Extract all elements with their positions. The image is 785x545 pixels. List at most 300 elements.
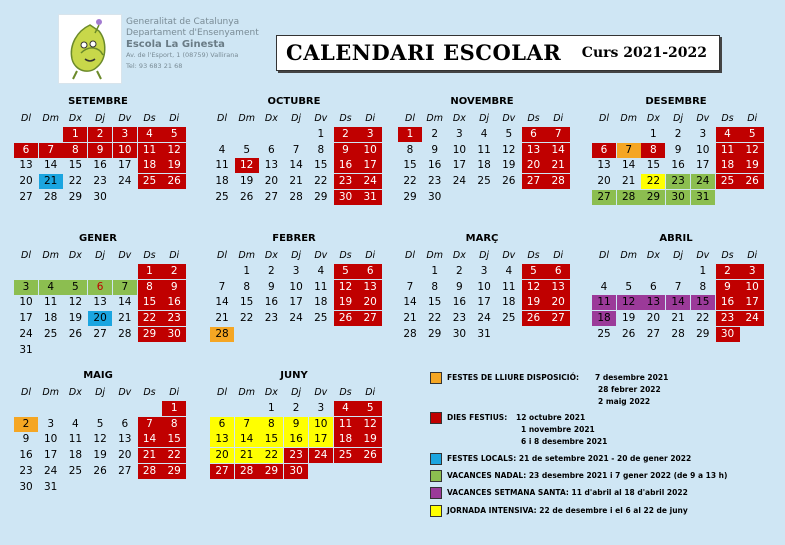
day-cell: 23: [284, 448, 308, 463]
day-cell: 11: [68, 433, 83, 446]
day-cell: 19: [162, 158, 186, 173]
holiday-date-2: 1 novembre 2021: [521, 425, 595, 434]
school-address: Av. de l'Esport, 1 (08759) Vallirana: [126, 51, 239, 59]
day-cell: 26: [240, 190, 254, 203]
day-cell: 12: [358, 417, 382, 432]
course-label: Curs 2021-2022: [581, 45, 707, 61]
day-cell: 22: [403, 175, 417, 188]
weekday-header: Di: [553, 113, 564, 124]
day-cell: 18: [716, 158, 740, 173]
weekday-header: Dj: [95, 250, 106, 261]
day-cell: 9: [268, 280, 275, 293]
day-cell: 15: [68, 159, 83, 172]
day-cell: 21: [138, 448, 162, 463]
day-cell: 12: [235, 158, 259, 173]
day-cell: 25: [68, 464, 83, 477]
month-name: GENER: [79, 233, 117, 244]
day-cell: 14: [546, 143, 570, 158]
day-cell: 20: [19, 175, 33, 188]
day-cell: 5: [334, 264, 358, 279]
weekday-header: Dl: [405, 113, 415, 124]
day-cell: 2: [334, 127, 358, 142]
day-cell: 1: [699, 265, 707, 277]
day-cell: 9: [431, 143, 439, 156]
day-cell: 19: [522, 295, 546, 310]
weekday-header: Di: [169, 113, 180, 124]
day-cell: 6: [592, 143, 616, 158]
day-cell: 1: [138, 264, 162, 279]
day-cell: 31: [691, 190, 715, 205]
day-cell: 6: [121, 417, 129, 430]
day-cell: 29: [314, 190, 328, 203]
day-cell: 21: [118, 312, 132, 325]
weekday-header: Di: [553, 250, 564, 261]
weekday-header: Ds: [339, 387, 352, 398]
day-cell: 16: [264, 296, 279, 309]
day-cell: 1: [162, 401, 186, 416]
day-cell: 19: [93, 449, 107, 462]
day-cell: 4: [334, 401, 358, 416]
day-cell: 13: [93, 296, 107, 309]
day-cell: 17: [696, 159, 710, 172]
weekday-header: Di: [747, 250, 758, 261]
day-cell: 16: [19, 449, 33, 462]
day-cell: 30: [452, 327, 467, 340]
day-cell: 2: [162, 264, 186, 279]
day-cell: 18: [215, 175, 229, 188]
day-cell: 7: [113, 280, 137, 295]
weekday-header: Dl: [599, 250, 609, 261]
day-cell: 16: [452, 296, 467, 309]
day-cell: 24: [691, 174, 715, 189]
day-cell: 27: [546, 311, 570, 326]
weekday-header: Dx: [264, 250, 278, 261]
weekday-header: Ds: [721, 250, 734, 261]
day-cell: 7: [138, 417, 162, 432]
weekday-header: Dm: [426, 113, 443, 124]
month-name: SETEMBRE: [68, 96, 128, 107]
day-cell: 16: [716, 295, 740, 310]
day-cell: 14: [44, 159, 58, 172]
day-cell: 30: [19, 480, 33, 493]
weekday-header: Dl: [217, 387, 227, 398]
day-cell: 11: [334, 417, 358, 432]
free-date-2: 28 febrer 2022: [598, 385, 661, 394]
day-cell: 24: [358, 174, 382, 189]
weekday-header: Ds: [721, 113, 734, 124]
day-cell: 2: [88, 127, 112, 142]
day-cell: 7: [235, 417, 259, 432]
weekday-header: Dm: [42, 250, 59, 261]
day-cell: 26: [334, 311, 358, 326]
day-cell: 11: [138, 143, 162, 158]
school-info: [126, 17, 259, 72]
day-cell: 8: [699, 280, 707, 293]
day-cell: 17: [19, 312, 33, 325]
holiday-swatch: [430, 412, 442, 424]
day-cell: 10: [477, 280, 491, 293]
weekday-header: Di: [365, 387, 376, 398]
day-cell: 27: [210, 464, 234, 479]
day-cell: 27: [19, 190, 33, 203]
day-cell: 17: [358, 158, 382, 173]
holiday-date-1: 12 octubre 2021: [516, 413, 586, 422]
day-cell: 3: [358, 127, 382, 142]
day-cell: 20: [546, 295, 570, 310]
day-cell: 3: [740, 264, 764, 279]
weekday-header: Dj: [95, 387, 106, 398]
day-cell: 3: [47, 417, 55, 430]
day-cell: 3: [699, 128, 707, 140]
day-cell: 2: [674, 128, 682, 140]
day-cell: 15: [240, 296, 254, 309]
day-cell: 5: [243, 143, 251, 156]
page-title: CALENDARI ESCOLAR: [286, 40, 562, 65]
day-cell: 23: [93, 175, 107, 188]
weekday-header: Dm: [238, 250, 255, 261]
day-cell: 10: [44, 433, 58, 446]
day-cell: 14: [403, 296, 417, 309]
free-date-1: 7 desembre 2021: [595, 373, 669, 382]
day-cell: 26: [162, 174, 186, 189]
day-cell: 13: [210, 432, 234, 447]
weekday-header: Dx: [68, 387, 82, 398]
day-cell: 20: [358, 295, 382, 310]
day-cell: 13: [358, 280, 382, 295]
weekday-header: Di: [747, 113, 758, 124]
day-cell: 24: [452, 175, 467, 188]
weekday-header: Dj: [673, 250, 684, 261]
day-cell: 25: [597, 327, 611, 340]
day-cell: 12: [522, 280, 546, 295]
day-cell: 19: [622, 312, 636, 325]
day-cell: 12: [162, 143, 186, 158]
day-cell: 3: [317, 402, 325, 414]
day-cell: 30: [334, 190, 358, 205]
day-cell: 24: [309, 448, 333, 463]
weekday-header: Ds: [143, 387, 156, 398]
day-cell: 19: [740, 158, 764, 173]
day-cell: 24: [19, 327, 33, 340]
day-cell: 2: [431, 128, 439, 140]
day-cell: 21: [215, 312, 229, 325]
day-cell: 15: [138, 295, 162, 310]
setmana-text: VACANCES SETMANA SANTA: 11 d'abril al 18 d'abril 2022: [447, 488, 688, 497]
day-cell: 20: [88, 311, 112, 326]
day-cell: 25: [477, 175, 491, 188]
day-cell: 13: [641, 295, 665, 310]
day-cell: 28: [138, 464, 162, 479]
weekday-header: Ds: [339, 113, 352, 124]
day-cell: 21: [235, 448, 259, 463]
day-cell: 29: [138, 327, 162, 342]
day-cell: 22: [428, 312, 442, 325]
day-cell: 24: [477, 312, 491, 325]
day-cell: 10: [740, 280, 764, 295]
free-label: FESTES DE LLIURE DISPOSICIÓ:: [447, 373, 579, 382]
day-cell: 3: [292, 265, 300, 277]
day-cell: 10: [309, 417, 333, 432]
school-phone: Tel: 93 683 21 68: [126, 62, 183, 70]
day-cell: 24: [740, 311, 764, 326]
day-cell: 26: [522, 311, 546, 326]
day-cell: 20: [522, 158, 546, 173]
day-cell: 3: [480, 265, 488, 277]
day-cell: 15: [691, 295, 715, 310]
weekday-header: Dv: [696, 113, 710, 124]
weekday-header: Dm: [238, 113, 255, 124]
holiday-label: DIES FESTIUS:: [447, 413, 508, 422]
day-cell: 5: [505, 128, 513, 140]
weekday-header: Dv: [118, 113, 132, 124]
day-cell: 23: [19, 464, 33, 477]
day-cell: 4: [317, 265, 325, 277]
weekday-header: Dm: [620, 250, 637, 261]
day-cell: 5: [522, 264, 546, 279]
weekday-header: Dj: [95, 113, 106, 124]
weekday-header: Dx: [68, 113, 82, 124]
day-cell: 10: [19, 296, 33, 309]
day-cell: 18: [314, 296, 328, 309]
weekday-header: Dv: [502, 250, 516, 261]
day-cell: 27: [93, 327, 107, 340]
day-cell: 4: [218, 143, 226, 156]
weekday-header: Dl: [21, 250, 31, 261]
day-cell: 14: [666, 295, 690, 310]
day-cell: 2: [292, 402, 300, 414]
day-cell: 17: [289, 296, 303, 309]
day-cell: 8: [431, 280, 439, 293]
nadal-text: VACANCES NADAL: 23 desembre 2021 i 7 gener 2022 (de 9 a 13 h): [447, 471, 728, 480]
day-cell: 12: [502, 143, 516, 156]
weekday-header: Dl: [21, 387, 31, 398]
day-cell: 10: [113, 143, 137, 158]
day-cell: 22: [162, 448, 186, 463]
day-cell: 5: [625, 280, 633, 293]
school-line2: Departament d'Ensenyament: [126, 28, 259, 38]
day-cell: 6: [210, 417, 234, 432]
day-cell: 1: [431, 265, 439, 277]
day-cell: 23: [428, 175, 442, 188]
day-cell: 3: [113, 127, 137, 142]
day-cell: 28: [617, 190, 641, 205]
day-cell: 18: [138, 158, 162, 173]
setmana-swatch: [430, 487, 442, 499]
weekday-header: Dj: [479, 113, 490, 124]
title-box: [276, 35, 720, 71]
day-cell: 30: [284, 464, 308, 479]
day-cell: 15: [428, 296, 442, 309]
day-cell: 18: [44, 312, 58, 325]
day-cell: 20: [597, 175, 611, 188]
day-cell: 8: [406, 143, 414, 156]
day-cell: 28: [289, 190, 303, 203]
day-cell: 20: [646, 312, 661, 325]
day-cell: 8: [162, 417, 186, 432]
day-cell: 21: [39, 174, 63, 189]
day-cell: 9: [88, 143, 112, 158]
day-cell: 13: [522, 143, 546, 158]
weekday-header: Dv: [314, 113, 328, 124]
day-cell: 3: [456, 128, 463, 140]
day-cell: 7: [218, 280, 226, 293]
day-cell: 20: [118, 449, 132, 462]
school-name: Escola La Ginesta: [126, 39, 225, 50]
month-name: FEBRER: [272, 233, 316, 244]
day-cell: 4: [600, 280, 608, 293]
day-cell: 7: [617, 143, 641, 158]
weekday-header: Dj: [291, 113, 302, 124]
day-cell: 19: [68, 312, 83, 325]
day-cell: 15: [162, 432, 186, 447]
day-cell: 17: [44, 449, 58, 462]
month-name: DESEMBRE: [645, 96, 707, 107]
day-cell: 15: [259, 432, 283, 447]
day-cell: 23: [264, 312, 279, 325]
day-cell: 7: [39, 143, 63, 158]
month-name: MAIG: [83, 370, 113, 381]
day-cell: 23: [666, 174, 690, 189]
day-cell: 27: [264, 190, 279, 203]
weekday-header: Dm: [238, 387, 255, 398]
weekday-header: Dx: [264, 387, 278, 398]
weekday-header: Ds: [527, 250, 540, 261]
day-cell: 1: [398, 127, 422, 142]
day-cell: 4: [72, 417, 79, 430]
day-cell: 9: [284, 417, 308, 432]
day-cell: 7: [674, 280, 682, 293]
day-cell: 27: [592, 190, 616, 205]
day-cell: 29: [641, 190, 665, 205]
school-line1: Generalitat de Catalunya: [126, 17, 240, 27]
day-cell: 5: [162, 127, 186, 142]
day-cell: 1: [317, 128, 325, 140]
holiday-date-3: 6 i 8 desembre 2021: [521, 437, 608, 446]
day-cell: 17: [477, 296, 491, 309]
weekday-header: Ds: [527, 113, 540, 124]
day-cell: 29: [428, 327, 442, 340]
day-cell: 12: [740, 143, 764, 158]
day-cell: 9: [674, 143, 682, 156]
day-cell: 1: [243, 265, 251, 277]
day-cell: 31: [477, 327, 491, 340]
day-cell: 30: [428, 190, 442, 203]
day-cell: 4: [138, 127, 162, 142]
day-cell: 14: [622, 159, 636, 172]
weekday-header: Dv: [118, 387, 132, 398]
day-cell: 26: [740, 174, 764, 189]
day-cell: 9: [716, 280, 740, 295]
day-cell: 16: [334, 158, 358, 173]
day-cell: 15: [314, 159, 328, 172]
intensiva-swatch: [430, 505, 442, 517]
day-cell: 24: [289, 312, 303, 325]
day-cell: 12: [334, 280, 358, 295]
day-cell: 22: [641, 174, 665, 189]
weekday-header: Dj: [673, 113, 684, 124]
day-cell: 1: [268, 402, 275, 414]
day-cell: 28: [118, 327, 132, 340]
weekday-header: Dv: [118, 250, 132, 261]
day-cell: 24: [44, 464, 58, 477]
month-name: ABRIL: [659, 233, 693, 244]
day-cell: 16: [428, 159, 442, 172]
day-cell: 29: [68, 190, 83, 203]
day-cell: 18: [334, 432, 358, 447]
weekday-header: Di: [169, 387, 180, 398]
free-swatch: [430, 372, 442, 384]
day-cell: 20: [210, 448, 234, 463]
day-cell: 21: [622, 175, 636, 188]
day-cell: 30: [666, 190, 690, 205]
day-cell: 26: [502, 175, 516, 188]
day-cell: 18: [477, 159, 491, 172]
day-cell: 9: [162, 280, 186, 295]
day-cell: 18: [502, 296, 516, 309]
weekday-header: Dv: [696, 250, 710, 261]
day-cell: 21: [403, 312, 417, 325]
weekday-header: Dm: [620, 113, 637, 124]
day-cell: 5: [358, 401, 382, 416]
day-cell: 28: [546, 174, 570, 189]
day-cell: 11: [215, 159, 229, 172]
day-cell: 27: [646, 327, 661, 340]
day-cell: 28: [671, 327, 685, 340]
day-cell: 25: [44, 327, 58, 340]
day-cell: 4: [480, 128, 488, 140]
weekday-header: Dl: [217, 113, 227, 124]
day-cell: 17: [118, 159, 132, 172]
weekday-header: Di: [365, 250, 376, 261]
day-cell: 2: [268, 265, 275, 277]
day-cell: 31: [19, 343, 33, 356]
day-cell: 15: [403, 159, 417, 172]
weekday-header: Dx: [452, 113, 466, 124]
nadal-swatch: [430, 470, 442, 482]
day-cell: 8: [259, 417, 283, 432]
day-cell: 6: [650, 280, 657, 293]
day-cell: 3: [14, 280, 38, 295]
weekday-header: Dl: [599, 113, 609, 124]
day-cell: 23: [452, 312, 467, 325]
day-cell: 23: [334, 174, 358, 189]
local-swatch: [430, 453, 442, 465]
day-cell: 6: [358, 264, 382, 279]
day-cell: 10: [289, 280, 303, 293]
day-cell: 26: [68, 327, 83, 340]
day-cell: 4: [505, 265, 513, 277]
month-name: NOVEMBRE: [450, 96, 514, 107]
day-cell: 2: [456, 265, 463, 277]
day-cell: 16: [671, 159, 685, 172]
day-cell: 7: [406, 280, 414, 293]
weekday-header: Dm: [42, 113, 59, 124]
weekday-header: Dl: [21, 113, 31, 124]
day-cell: 25: [502, 312, 516, 325]
weekday-header: Ds: [339, 250, 352, 261]
day-cell: 29: [403, 190, 417, 203]
weekday-header: Dx: [264, 113, 278, 124]
day-cell: 28: [403, 327, 417, 340]
day-cell: 26: [93, 464, 107, 477]
day-cell: 23: [716, 311, 740, 326]
day-cell: 28: [235, 464, 259, 479]
day-cell: 14: [235, 432, 259, 447]
day-cell: 28: [44, 190, 58, 203]
weekday-header: Dx: [646, 113, 660, 124]
day-cell: 14: [289, 159, 303, 172]
day-cell: 31: [44, 480, 58, 493]
